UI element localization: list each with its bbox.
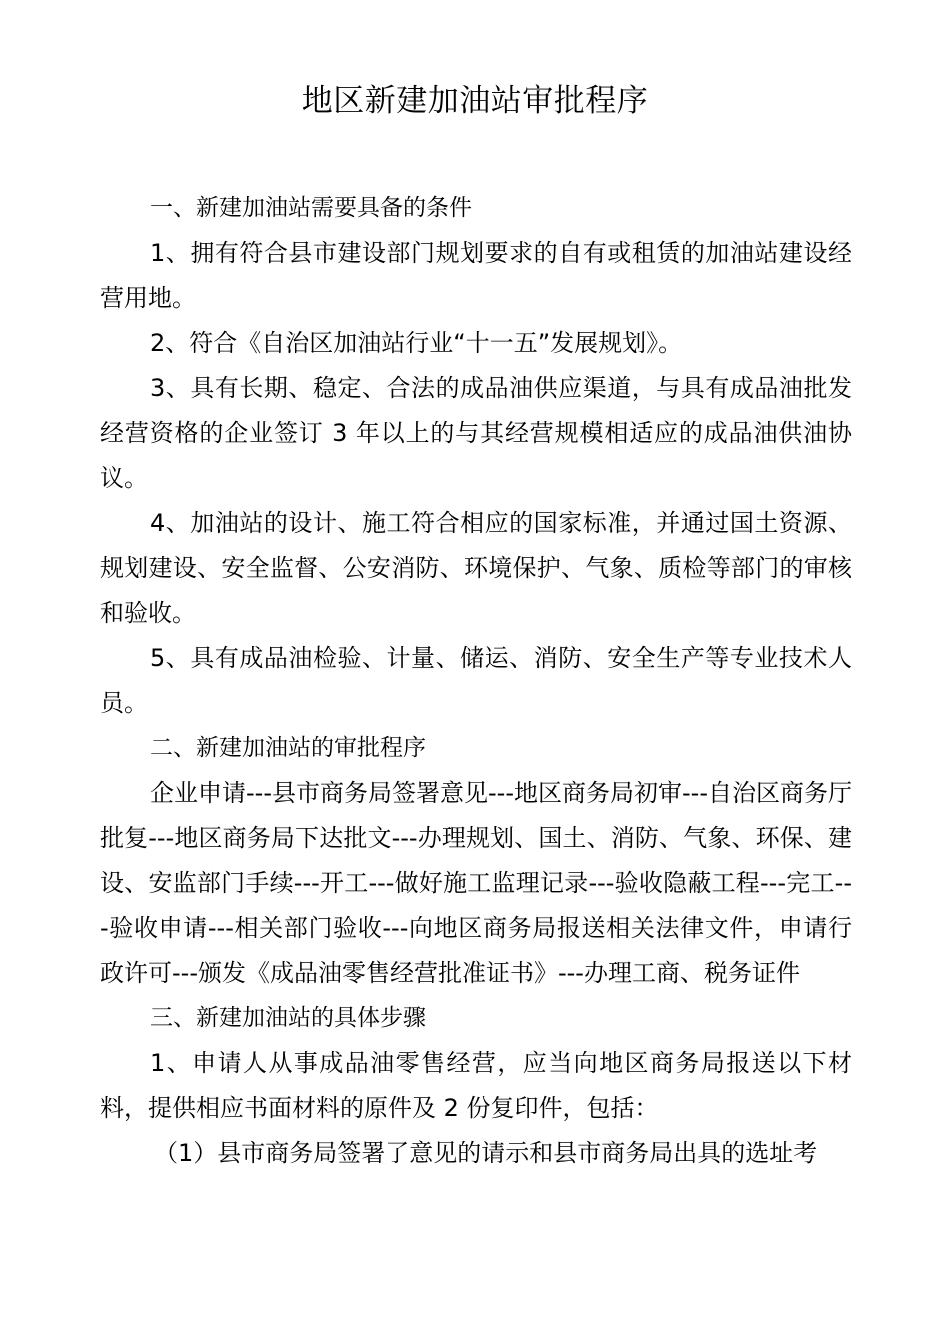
document-title: 地区新建加油站审批程序: [301, 83, 649, 119]
paragraph-step-1: 1、申请人从事成品油零售经营，应当向地区商务局报送以下材料，提供相应书面材料的原件及 2 份复印件，包括：: [100, 1049, 852, 1122]
paragraph-condition-2: 2、符合《自治区加油站行业“十一五”发展规划》。: [150, 329, 683, 357]
paragraph-step-1-item-1: （1）县市商务局签署了意见的请示和县市商务局出具的选址考: [154, 1139, 818, 1167]
section-heading-2: 二、新建加油站的审批程序: [150, 735, 426, 761]
section-heading-3: 三、新建加油站的具体步骤: [150, 1005, 426, 1031]
paragraph-condition-4: 4、加油站的设计、施工符合相应的国家标准，并通过国土资源、规划建设、安全监督、公安消防、环境保护、气象、质检等部门的审核和验收。: [100, 509, 852, 627]
paragraph-condition-1: 1、拥有符合县市建设部门规划要求的自有或租赁的加油站建设经营用地。: [100, 239, 852, 312]
paragraph-condition-3: 3、具有长期、稳定、合法的成品油供应渠道，与具有成品油批发经营资格的企业签订 3 年以上的与其经营规模相适应的成品油供油协议。: [100, 374, 852, 492]
paragraph-procedure: 企业申请---县市商务局签署意见---地区商务局初审---自治区商务厅批复---地区商务局下达批文---办理规划、国土、消防、气象、环保、建设、安监部门手续---开工---做好施工监理记录---验收隐蔽工程---完工---验收申请---相关部门验收---向地区商务局报送相关法律文件，申请行政许可---颁发《成品油零售经营批准证书》---办理工商、税务证件: [100, 779, 852, 987]
paragraph-condition-5: 5、具有成品油检验、计量、储运、消防、安全生产等专业技术人员。: [100, 644, 852, 717]
section-heading-1: 一、新建加油站需要具备的条件: [150, 195, 472, 221]
document-body: [100, 186, 852, 1176]
